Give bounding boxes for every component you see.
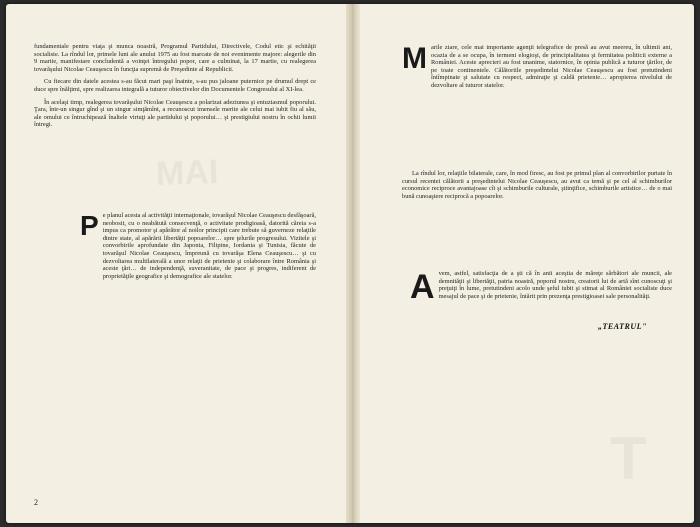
left-paragraph-2: Cu fiecare din datele acestea s-au făcut mari paşi înainte, s-au pus jaloane puternice pe drumul drept ce duce spre înălţimi, spre realizarea integrală a tuturor obiectivelor din Documentele Congresului al XI-lea. — [34, 78, 316, 93]
right-paragraph-3: vem, astfel, satisfacţia de a şti că în anii aceştia de măreţe sărbători ale muncii, ale demnităţii şi libertăţii, patria noastră, poporul nostru, creatorii lui de artă sînt cunoscuţi şi preţuiţi în lume, pretutindeni acolo unde şeful iubit şi stimat al României socialiste duce mesajul de pace şi de prietenie, întărit prin prezenţa prestigioasei sale personalităţi. — [438, 270, 672, 300]
right-paragraph-1: arile ziare, cele mai importante agenţii telegrafice de presă au avut meereu, în ultimii ani, ocazia de a se ocupa, în termeni elogioşi, de principialitatea şi fermitatea politicii externe a României. Aceste aprecieri au fost unanime, statornice, în opinia publică a tuturor ţărilor, de pe toate continentele. Călătoriile preşedintelui Nicolae Ceauşescu au fost pretutindeni întîmpinate şi salutate cu respect, admiraţie şi caldă prietenie… apropierea nivelului de dezvoltare al tuturor statelor. — [431, 44, 672, 89]
left-page: MAI fundamentale pentru viaţa şi munca noastră, Programul Partidului, Directivele, Codul etic şi echităţii socialiste. La rîndul lor, primele luni ale anului 1975 au fost marcate de noi evenimente majore: alegerile din 9 martie, manifestare concludentă a voinţei întregului popor, care a culminat, la 17 martie, cu realegerea tovarăşului Nicolae Ceauşescu în funcţia supremă de Preşedinte al Republicii. Cu fiecare din datele acestea s-au făcut mari paşi înainte, s-au pus jaloane puternice pe drumul drept ce duce spre înălţimi, spre realizarea integrală a tuturor obiectivelor din Documentele Congresului al XI-lea. În acelaşi timp, realegerea tovarăşului Nicolae Ceauşescu a polarizat adeziunea şi entuziasmul poporului. Ţara, într-un singur gînd şi un singur simţămînt, a recunoscut imensele merite ale celui mai iubit fiu al său, ale omului ce întruchipează înaltele virtuţi ale partidului şi poporului… şi prestigiului nostru în ochii lumii întregi. P e planul acesta al activităţii internaţionale, tovarăşul Nicolae Ceauşescu desfăşoară, neobosit, cu o neabătută consecvenţă, o activitate prodigioasă, datorită căreia s-a impus ca promotor şi apărător al noilor principii care trebuie să guverneze relaţiile dintre state, al apărării libertăţii popoarelor… spre ţelurile progresului. Vizitele şi convorbirile aprofundate din Japonia, Filipine, Iordania şi Tunisia, făcute de tovarăşul Nicolae Ceauşescu, împreună cu tovarăşa Elena Ceauşescu… şi cu dezvoltarea multilaterală a unor relaţii de prietenie şi colaborare între România şi aceste ţări… de independenţă, suveranitate, de pace şi progres, indiferent de proprietăţile geografice şi demografice ale statelor. 2 — [34, 43, 316, 507]
right-page: T M arile ziare, cele mai importante agenţii telegrafice de presă au avut meereu, în ultimii ani, ocazia de a se ocupa, în termeni elogioşi, de principialitatea şi fermitatea politicii externe a României. Aceste aprecieri au fost unanime, statornice, în opinia publică a tuturor ţărilor, de pe toate continentele. Călătoriile preşedintelui Nicolae Ceauşescu au fost pretutindeni întîmpinate şi salutate cu respect, admiraţie şi caldă prietenie… apropierea nivelului de dezvoltare al tuturor statelor. La rîndul lor, relaţiile bilaterale, care, în mod firesc, au fost pe primul plan al convorbirilor purtate în cursul recentei călătorii a preşedintelui Nicolae Ceauşescu, au avut ca temă şi pe cel al schimburilor economice reciproce avantajoase cît şi schimburile culturale, ştiinţifice, schimburile artistice… de o mai bună cunoaştere reciprocă a popoarelor. A vem, astfel, satisfacţia de a şti că în anii aceştia de măreţe sărbători ale muncii, ale demnităţii şi libertăţii, patria noastră, poporul nostru, creatorii lui de artă sînt cunoscuţi şi preţuiţi în lume, pretutindeni acolo unde şeful iubit şi stimat al României socialiste duce mesajul de pace şi de prietenie, întărit prin prezenţa prestigioasei sale personalităţi. „TEATRUL" — [402, 42, 672, 492]
left-paragraph-4: e planul acesta al activităţii internaţionale, tovarăşul Nicolae Ceauşescu desfăşoară, neobosit, cu o neabătută consecvenţă, o activitate prodigioasă, datorită căreia s-a impus ca promotor şi apărător al noilor principii care trebuie să guverneze relaţiile dintre state, al apărării libertăţii popoarelor… spre ţelurile progresului. Vizitele şi convorbirile aprofundate din Japonia, Filipine, Iordania şi Tunisia, făcute de tovarăşul Nicolae Ceauşescu, împreună cu tovarăşa Elena Ceauşescu… şi cu dezvoltarea multilaterală a unor relaţii de prietenie şi colaborare între România şi aceste ţări… de independenţă, suveranitate, de pace şi progres, indiferent de proprietăţile geografice şi demografice ale statelor. — [102, 212, 316, 280]
drop-cap-p: P — [80, 210, 99, 241]
right-paragraph-2: La rîndul lor, relaţiile bilaterale, care, în mod firesc, au fost pe primul plan al convorbirilor purtate în cursul recentei călătorii a preşedintelui Nicolae Ceauşescu, au avut ca temă şi pe cel al schimburilor economice reciproce avantajoase cît şi schimburile culturale, ştiinţifice, schimburile artistice… de o mai bună cunoaştere reciprocă a popoarelor. — [402, 170, 672, 200]
drop-cap-a: A — [410, 268, 435, 306]
signature-teatrul: „TEATRUL" — [598, 322, 647, 331]
page-number: 2 — [34, 498, 38, 507]
drop-cap-m: M — [402, 42, 427, 75]
left-paragraph-1: fundamentale pentru viaţa şi munca noastră, Programul Partidului, Directivele, Codul etic şi echităţii socialiste. La rîndul lor, primele luni ale anului 1975 au fost marcate de noi evenimente majore: alegerile din 9 martie, manifestare concludentă a voinţei întregului popor, care a culminat, la 17 martie, cu realegerea tovarăşului Nicolae Ceauşescu în funcţia supremă de Preşedinte al Republicii. — [34, 43, 316, 73]
left-paragraph-3: În acelaşi timp, realegerea tovarăşului Nicolae Ceauşescu a polarizat adeziunea şi entuziasmul poporului. Ţara, într-un singur gînd şi un singur simţămînt, a recunoscut imensele merite ale celui mai iubit fiu al său, ale omului ce întruchipează înaltele virtuţi ale partidului şi poporului… şi prestigiului nostru în ochii lumii întregi. — [34, 98, 316, 129]
book-spread — [6, 4, 694, 523]
book-gutter — [346, 4, 360, 523]
